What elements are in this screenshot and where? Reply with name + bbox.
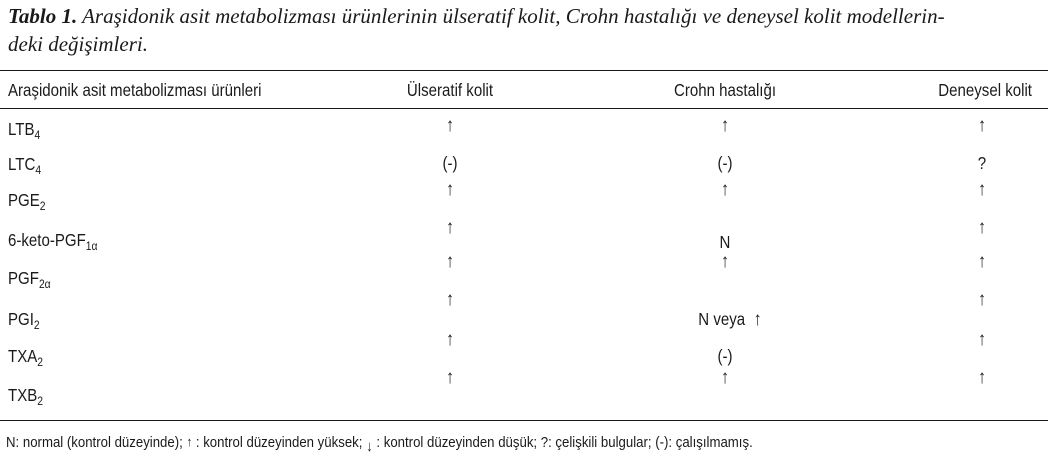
row-txa2-uc-up-arrow: ↑ (445, 329, 455, 350)
row-txb2-exp-up-arrow: ↑ (977, 367, 987, 388)
caption-text-line2: deki değişimleri. (8, 32, 148, 56)
caption-label: Tablo 1. (8, 4, 78, 28)
row-txb2-label: $TXB_2$ (8, 385, 44, 408)
row-txb2-crohn-up-arrow: ↑ (720, 367, 730, 388)
row-txa2-crohn-value: (-) (717, 346, 733, 366)
row-pgf2a-exp-up-arrow: ↑ (977, 251, 987, 272)
row-pgf2a-label: $PGF_{2\alpha}$ (8, 268, 51, 291)
row-pgf2a-uc-up-arrow: ↑ (445, 251, 455, 272)
caption-text-line1: Araşidonik asit metabolizması ürünlerinin ülseratif kolit, Crohn hastalığı ve deneysel kolit modellerin- (82, 4, 945, 28)
row-ltc4-exp-value: ? (977, 153, 987, 173)
table-footnote (6, 434, 753, 455)
row-pgi2-crohn-value: N veya ↑ (698, 309, 762, 330)
table-caption (8, 2, 1038, 58)
row-pgi2-label: $PGI_2$ (8, 309, 40, 332)
row-6-keto-pgf1a-exp-up-arrow: ↑ (977, 217, 987, 238)
row-txb2-uc-up-arrow: ↑ (445, 367, 455, 388)
row-ltb4-crohn-up-arrow: ↑ (720, 115, 730, 136)
row-pgi2-uc-up-arrow: ↑ (445, 289, 455, 310)
row-pgi2-crohn-up-arrow: ↑ (753, 309, 762, 330)
row-txa2-label: $TXA_2$ (8, 346, 44, 369)
table-top-rule (0, 70, 1048, 71)
row-6-keto-pgf1a-uc-up-arrow: ↑ (445, 217, 455, 238)
row-txa2-exp-up-arrow: ↑ (977, 329, 987, 350)
footnote-rest: : kontrol düzeyinden düşük; ?: çelişkili bulgular; (-): çalışılmamış. (376, 434, 753, 451)
footnote-down-arrow: ↓ (366, 438, 373, 455)
row-pge2-crohn-up-arrow: ↑ (720, 179, 730, 200)
header-products: Araşidonik asit metabolizması ürünleri (8, 80, 262, 100)
row-6-keto-pgf1a-label: $6-keto-PGF_{1\alpha}$ (8, 230, 98, 253)
row-pge2-uc-up-arrow: ↑ (445, 179, 455, 200)
row-6-keto-pgf1a-crohn-value: N (719, 232, 731, 252)
header-experimental-colitis: Deneysel kolit (938, 80, 1032, 100)
table-bottom-rule (0, 420, 1048, 421)
row-ltb4-label: $LTB_4$ (8, 119, 41, 142)
row-ltb4-uc-up-arrow: ↑ (445, 115, 455, 136)
header-rule (0, 108, 1048, 109)
row-pge2-exp-up-arrow: ↑ (977, 179, 987, 200)
row-ltc4-label: $LTC_4$ (8, 154, 42, 177)
footnote-normal: N: normal (kontrol düzeyinde); (6, 434, 183, 451)
header-ulcerative-colitis: Ülseratif kolit (406, 80, 494, 100)
footnote-up-arrow: ↑ (186, 434, 193, 449)
row-ltb4-exp-up-arrow: ↑ (977, 115, 987, 136)
header-crohn: Crohn hastalığı (673, 80, 777, 100)
row-ltc4-uc-value: (-) (442, 153, 458, 173)
row-pgi2-exp-up-arrow: ↑ (977, 289, 987, 310)
footnote-high: : kontrol düzeyinden yüksek; (195, 434, 363, 451)
row-pgf2a-crohn-up-arrow: ↑ (720, 251, 730, 272)
row-pge2-label: $PGE_2$ (8, 190, 46, 213)
row-ltc4-crohn-value: (-) (717, 153, 733, 173)
